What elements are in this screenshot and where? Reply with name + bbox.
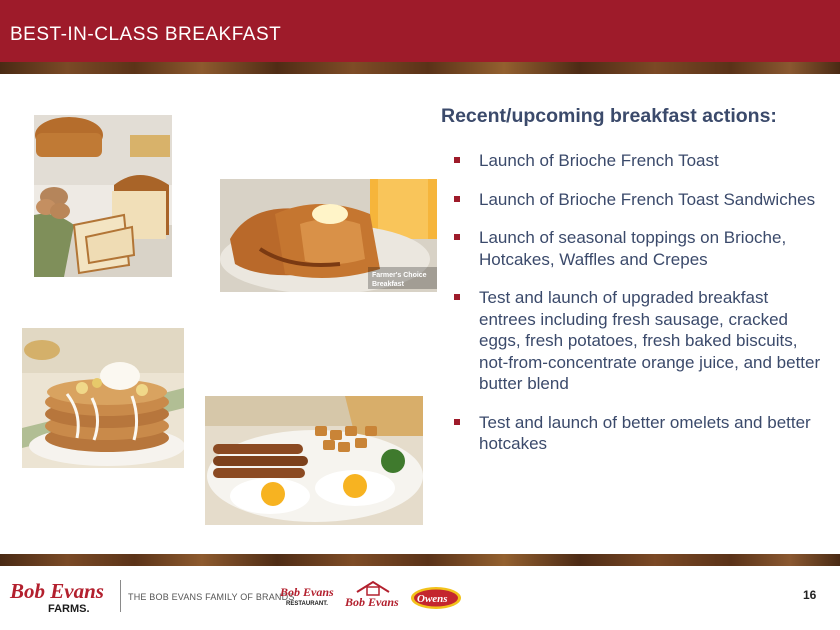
bread-photo bbox=[34, 115, 172, 277]
list-item-text: Launch of seasonal toppings on Brioche, Hotcakes, Waffles and Crepes bbox=[479, 228, 787, 269]
photo-caption-line2: Breakfast bbox=[372, 281, 404, 288]
actions-heading: Recent/upcoming breakfast actions: bbox=[441, 105, 777, 127]
photo-caption-line1: Farmer's Choice bbox=[372, 272, 427, 279]
farmhouse-logo-wordmark: Bob Evans bbox=[345, 595, 399, 609]
restaurant-logo-wordmark: Bob Evans bbox=[280, 585, 334, 599]
list-item-text: Test and launch of upgraded breakfast entrees including fresh sausage, cracked eggs, fresh potatoes, fresh baked biscuits, not-from-concentrate orange juice, and better butter blend bbox=[479, 288, 821, 393]
bullet-icon bbox=[454, 294, 460, 300]
list-item-text: Launch of Brioche French Toast bbox=[479, 151, 719, 170]
bob-evans-restaurant-logo bbox=[280, 583, 338, 614]
owens-logo-wordmark: Owens bbox=[417, 593, 448, 605]
list-item bbox=[454, 412, 824, 455]
family-of-brands-text: THE BOB EVANS FAMILY OF BRANDS bbox=[128, 592, 295, 602]
list-item-text: Test and launch of better omelets and better hotcakes bbox=[479, 412, 811, 453]
list-item bbox=[454, 227, 824, 270]
wood-divider-top bbox=[0, 62, 840, 74]
eggs-sausage-photo bbox=[205, 396, 423, 525]
logo-subtext: FARMS. bbox=[48, 603, 90, 615]
wood-divider-bottom bbox=[0, 554, 840, 566]
bullet-icon bbox=[454, 234, 460, 240]
list-item bbox=[454, 150, 824, 172]
restaurant-logo-subtext: RESTAURANT. bbox=[286, 601, 328, 607]
bob-evans-farmhouse-logo bbox=[343, 578, 403, 619]
list-item bbox=[454, 189, 824, 211]
bullet-icon bbox=[454, 196, 460, 202]
logo-wordmark: Bob Evans bbox=[10, 579, 104, 603]
hotcakes-photo bbox=[22, 328, 184, 468]
list-item-text: Launch of Brioche French Toast Sandwiches bbox=[479, 189, 816, 209]
bullet-icon bbox=[454, 419, 460, 425]
slide-title: BEST-IN-CLASS BREAKFAST bbox=[10, 24, 282, 45]
bob-evans-farms-logo bbox=[8, 578, 116, 621]
bullet-icon bbox=[454, 157, 460, 163]
list-item bbox=[454, 287, 824, 395]
title-bar bbox=[0, 0, 840, 62]
logo-divider bbox=[120, 580, 121, 612]
owens-logo bbox=[410, 585, 462, 616]
french-toast-photo bbox=[220, 179, 437, 292]
actions-list bbox=[454, 150, 824, 472]
page-number: 16 bbox=[803, 588, 817, 602]
